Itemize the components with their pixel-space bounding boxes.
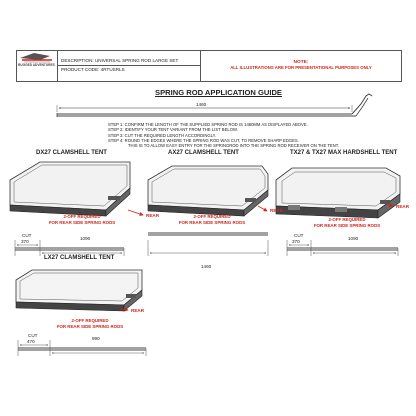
tent-ax27-total-length: 1460	[201, 264, 212, 269]
product-code-text: PRODUCT CODE: 4RTUSRLS	[61, 67, 125, 72]
tent-lx27-req-qty: 2-OFF REQUIRED	[71, 318, 109, 323]
tent-lx27-requirement	[40, 318, 140, 329]
spring-rod-diagram	[57, 94, 372, 117]
tent-ax27-requirement	[162, 214, 262, 225]
tent-ax27-dimensions	[148, 233, 268, 256]
note-cell	[201, 51, 401, 81]
header-logo-cell	[17, 51, 58, 81]
tent-lx27-title: LX27 CLAMSHELL TENT	[44, 255, 115, 261]
tent-dx27-dimensions	[15, 240, 124, 256]
steps-list	[108, 122, 339, 148]
tent-dx27-illustration	[10, 162, 143, 216]
step-1: STEP 1: CONFIRM THE LENGTH OF THE SUPPLIED SPRING ROD IS 1460MM AS DISPLAYED ABOVE.	[108, 122, 308, 127]
tent-dx27-keep-length: 1090	[80, 236, 91, 241]
tent-lx27-cut-label: CUT	[28, 333, 38, 338]
tent-lx27-keep-length: 990	[92, 336, 100, 341]
note-text: ALL ILLUSTRATIONS ARE FOR PRESENTATIONAL PURPOSES ONLY	[230, 65, 372, 70]
tent-tx27-title: TX27 & TX27 MAX HARDSHELL TENT	[290, 150, 398, 156]
tent-dx27-title: DX27 CLAMSHELL TENT	[36, 150, 107, 156]
tent-ax27-illustration	[148, 166, 268, 216]
description-text: DESCRIPTION: UNIVERSAL SPRING ROD LARGE SET	[58, 57, 200, 66]
tent-dx27-rear-label: REAR	[146, 213, 160, 218]
tent-tx27-cut-label: CUT	[294, 233, 304, 238]
tent-tx27-requirement	[297, 217, 397, 228]
tent-ax27-title: AX27 CLAMSHELL TENT	[168, 150, 239, 156]
tent-dx27-cut-length: 370	[21, 239, 29, 244]
step-4: STEP 4: ROUND THE EDGES WHERE THE SPRING ROD WAS CUT, TO REMOVE SHARP EDGES.	[108, 137, 299, 143]
step-3: STEP 3: CUT THE REQUIRED LENGTH ACCORDINGLY.	[108, 132, 217, 138]
step-4-detail: THIS IS TO ALLOW EASY ENTRY FOR THE SPRINGROD INTO THE SPRING ROD RECEIVER ON THE TENT.	[128, 143, 339, 149]
tent-tx27-req-desc: FOR REAR SIDE SPRING RODS	[313, 222, 381, 228]
rod-length-label: 1460	[196, 102, 207, 107]
tent-ax27-req-desc: FOR REAR SIDE SPRING RODS	[178, 219, 246, 225]
tent-dx27-req-qty: 2-OFF REQUIRED	[63, 214, 101, 219]
brand-logo-text: RUGGED ADVENTURES	[18, 63, 55, 67]
tent-lx27-req-desc: FOR REAR SIDE SPRING RODS	[56, 323, 124, 329]
tent-dx27-cut-label: CUT	[22, 233, 32, 238]
header-info-cell	[58, 51, 201, 81]
tent-tx27-cut-length: 370	[292, 239, 300, 244]
note-title: NOTE:	[293, 60, 309, 65]
tent-lx27-dimensions	[18, 340, 146, 356]
tent-ax27-rear-label: REAR	[270, 208, 284, 213]
tent-tx27-rear-label: REAR	[396, 204, 410, 209]
guide-title: SPRING ROD APPLICATION GUIDE	[155, 88, 282, 97]
tent-tx27-dimensions	[287, 240, 398, 256]
tent-dx27-req-desc: FOR REAR SIDE SPRING RODS	[48, 219, 116, 225]
header-block	[16, 50, 402, 82]
tent-tx27-req-qty: 2-OFF REQUIRED	[328, 217, 366, 222]
step-2: STEP 2: IDENTIFY YOUR TENT VARIANT FROM THE LIST BELOW.	[108, 127, 238, 133]
tent-tx27-illustration	[276, 168, 400, 218]
tent-lx27-cut-length: 470	[27, 339, 35, 344]
tent-tx27-keep-length: 1090	[348, 236, 359, 241]
tent-lx27-rear-label: REAR	[131, 308, 145, 313]
tent-ax27-req-qty: 2-OFF REQUIRED	[193, 214, 231, 219]
tent-dx27-requirement	[32, 214, 132, 225]
